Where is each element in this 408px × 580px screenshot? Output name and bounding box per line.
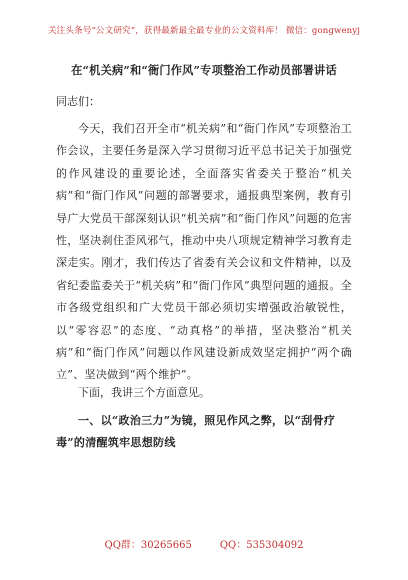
section-1-heading: 一、以“政治三力”为镜，照见作风之弊，以“刮骨疗毒”的清醒筑牢思想防线: [56, 414, 336, 449]
paragraph-2: 下面，我讲三个方面意见。: [78, 386, 210, 399]
paragraph-1: 今天，我们召开全市“机关病”和“衙门作风”专项整治工作会议，主要任务是深入学习贯彻习近平总书记关于加强党的作风建设的重要论述，全面落实省委关于整治“机关病”和“衙门作风”问题的部署要求，通报典型案例，教育引导广大党员干部深刻认识“机关病”和“衙门作风”问题的危害性，坚决刹住歪风邪气，推动中央八项规定精神学习教育走深走实。刚才，我们传达了省委有关会议和文件精神，以及省纪委监委关于“机关病”和“衙门作风”典型问题的通报。全市各级党组织和广大党员干部必须切实增强政治敏锐性，以“零容忍”的态度、“动真格”的举措，坚决整治“机关病”和“衙门作风”问题以作风建设新成效坚定拥护“两个确立”、坚决做到“两个维护”。: [56, 122, 352, 382]
footer: [0, 536, 408, 551]
footer-qq: QQ：535304092: [219, 540, 304, 551]
header-note: 关注头条号“公文研究”，获得最新最全最专业的公文资料库！ 微信：gongwenyj: [47, 26, 361, 36]
document-title: 在“机关病”和“衙门作风”专项整治工作动员部署讲话: [71, 63, 337, 77]
salutation: 同志们：: [56, 95, 100, 108]
footer-qq-group: QQ群：30265665: [104, 540, 192, 551]
